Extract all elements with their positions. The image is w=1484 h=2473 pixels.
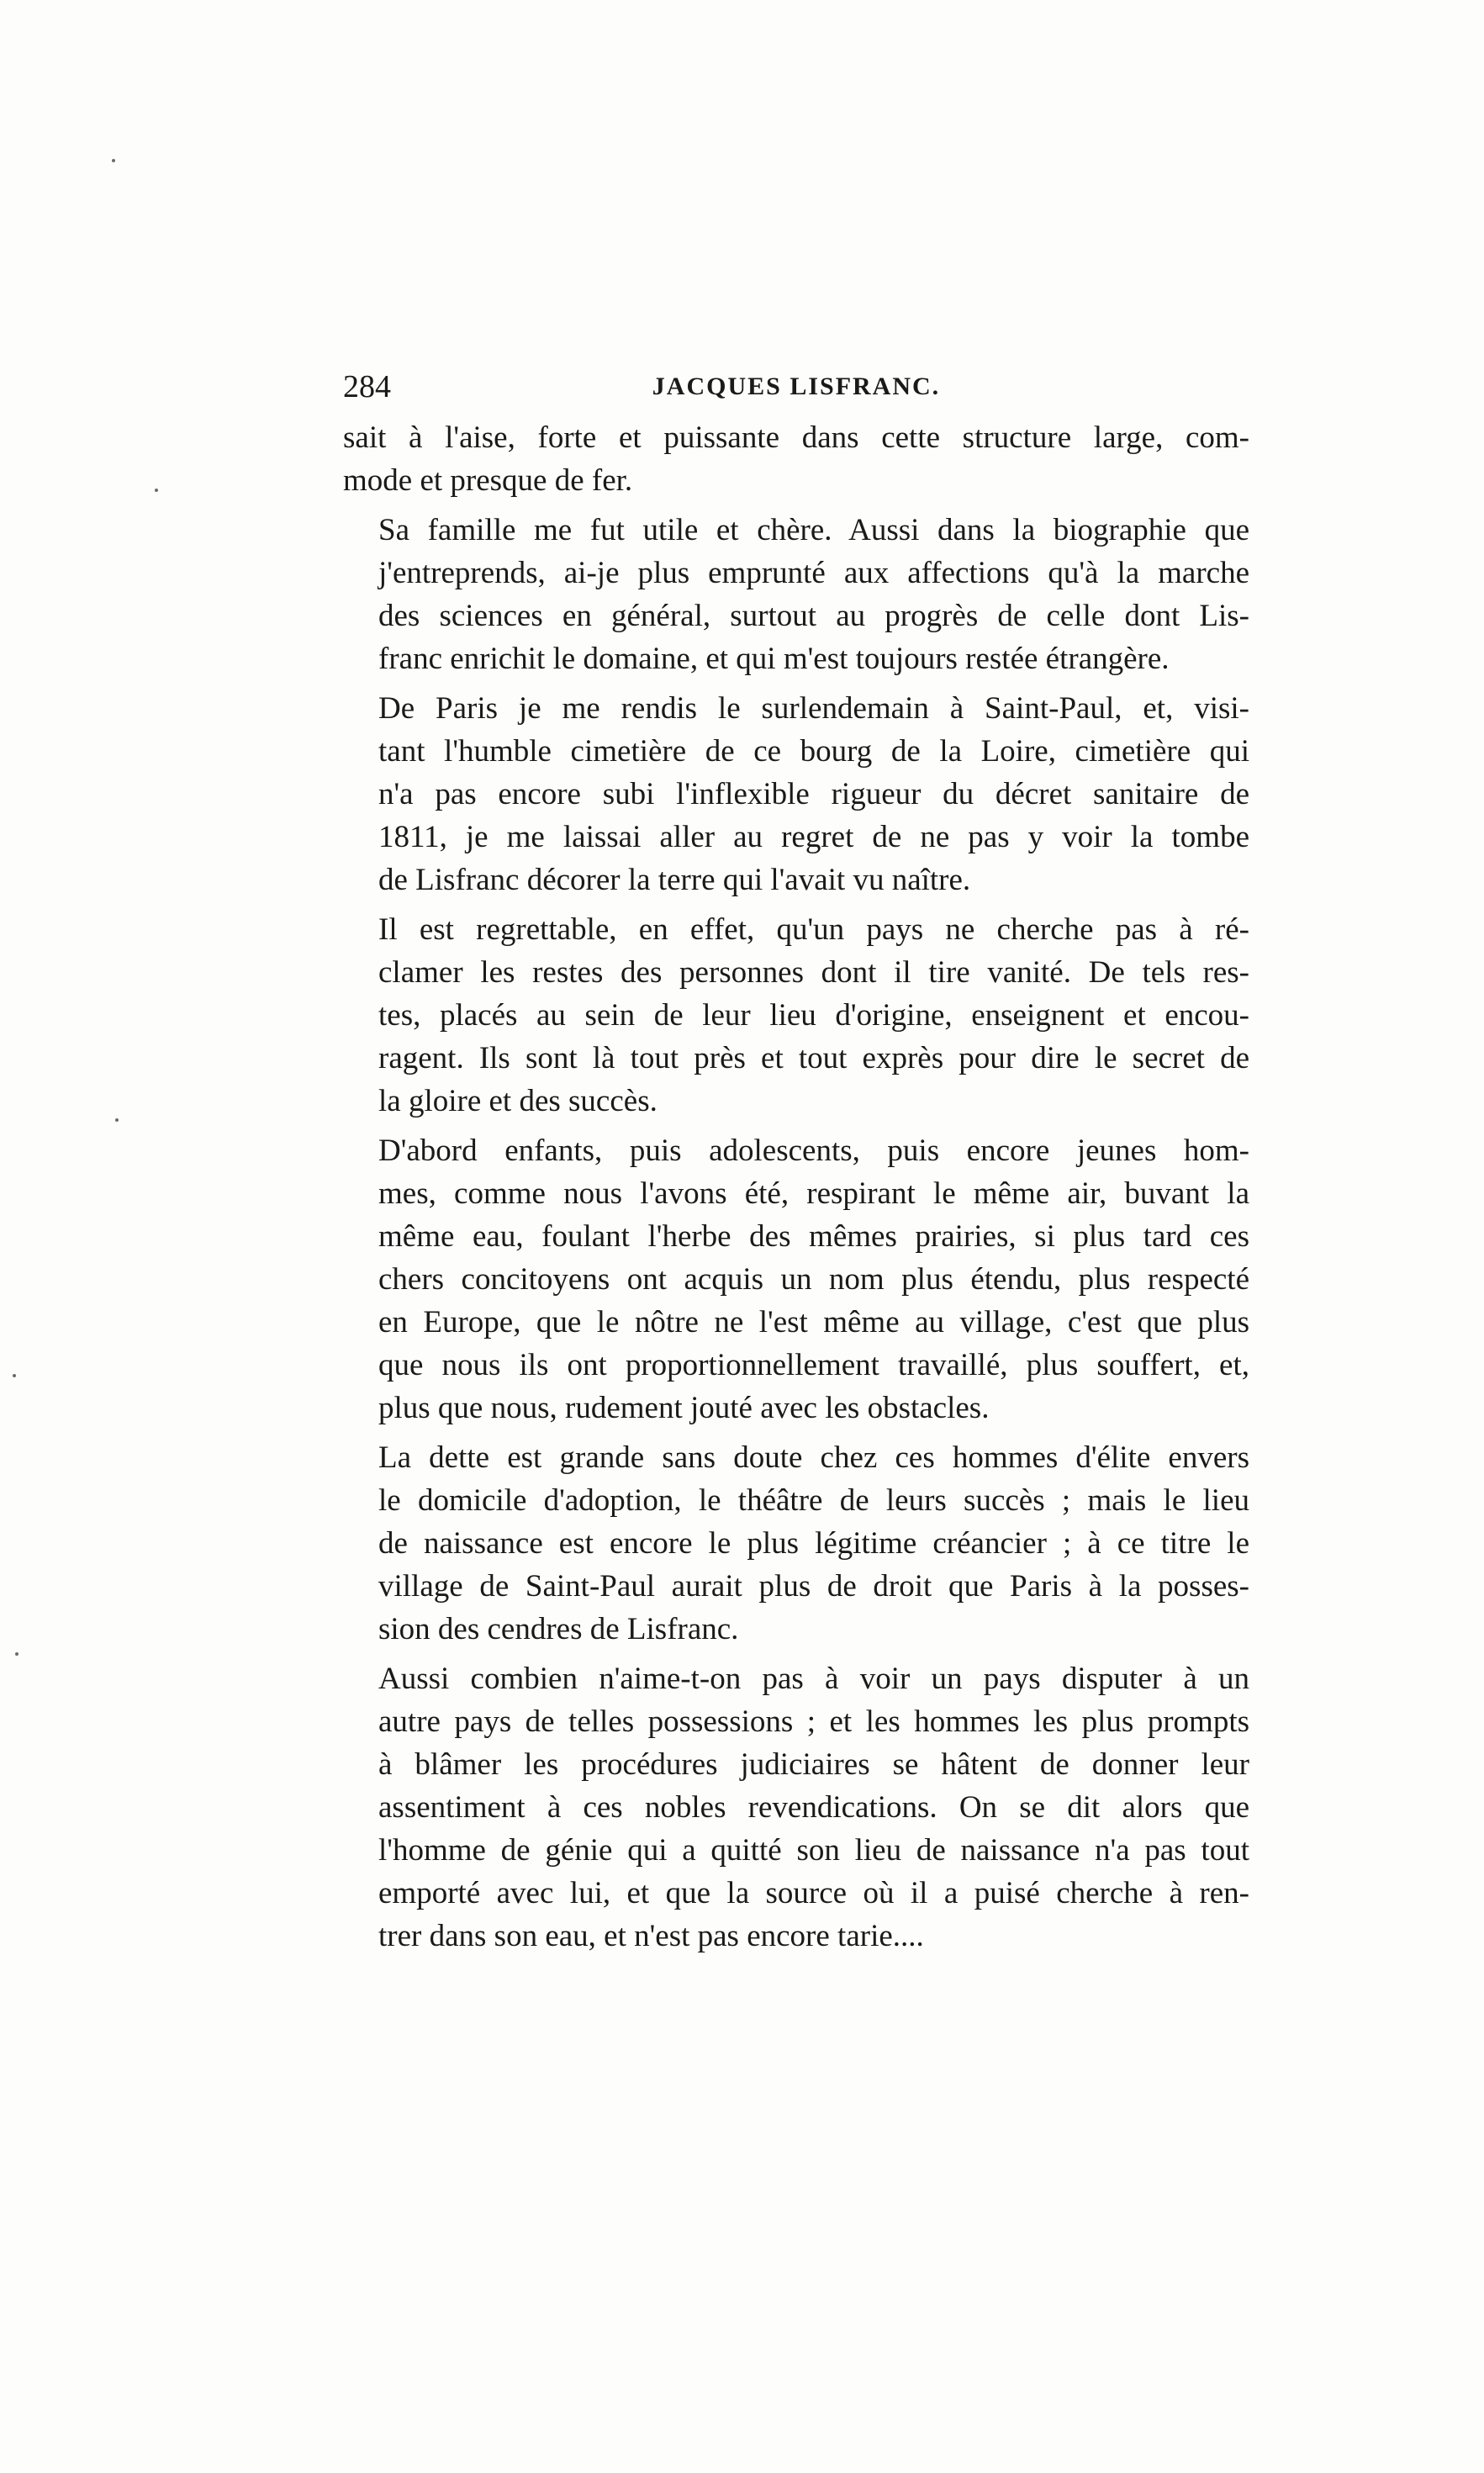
paper-speck — [112, 159, 115, 162]
text-line: de Lisfranc décorer la terre qui l'avait vu naître. — [378, 863, 971, 897]
text-line: même eau, foulant l'herbe des mêmes prairies, si plus tard ces — [378, 1219, 1249, 1254]
body-text — [343, 416, 1249, 1964]
text-line: De Paris je me rendis le surlendemain à Saint-Paul, et, visi- — [378, 691, 1249, 726]
paper-speck — [15, 1652, 18, 1656]
paper-speck — [155, 489, 158, 492]
text-line: 1811, je me laissai aller au regret de ne pas y voir la tombe — [378, 820, 1249, 854]
text-line: sait à l'aise, forte et puissante dans cette structure large, com- — [343, 420, 1249, 455]
paper-speck — [13, 1374, 16, 1377]
text-line: de naissance est encore le plus légitime créancier ; à ce titre le — [378, 1526, 1249, 1561]
text-line: franc enrichit le domaine, et qui m'est toujours restée étrangère. — [378, 642, 1170, 676]
text-line: la gloire et des succès. — [378, 1084, 658, 1118]
text-line: assentiment à ces nobles revendications. On se dit alors que — [378, 1790, 1249, 1825]
text-line: D'abord enfants, puis adolescents, puis encore jeunes hom- — [378, 1133, 1249, 1168]
paragraph — [343, 416, 1249, 502]
text-line: que nous ils ont proportionnellement travaillé, plus souffert, et, — [378, 1348, 1249, 1382]
text-line: emporté avec lui, et que la source où il a puisé cherche à ren- — [378, 1876, 1249, 1910]
text-line: tes, placés au sein de leur lieu d'origine, enseignent et encou- — [378, 998, 1249, 1033]
text-line: mode et presque de fer. — [343, 463, 633, 498]
running-title: JACQUES LISFRANC. — [652, 373, 941, 400]
text-line: chers concitoyens ont acquis un nom plus étendu, plus respecté — [378, 1262, 1249, 1297]
paragraph — [343, 1129, 1249, 1429]
text-line: Aussi combien n'aime-t-on pas à voir un pays disputer à un — [378, 1662, 1249, 1696]
text-line: clamer les restes des personnes dont il tire vanité. De tels res- — [378, 955, 1249, 990]
text-line: plus que nous, rudement jouté avec les obstacles. — [378, 1391, 990, 1425]
paragraph — [343, 687, 1249, 901]
text-line: n'a pas encore subi l'inflexible rigueur du décret sanitaire de — [378, 777, 1249, 811]
text-line: trer dans son eau, et n'est pas encore tarie.... — [378, 1919, 924, 1953]
page-header — [343, 362, 1249, 412]
text-line: La dette est grande sans doute chez ces hommes d'élite envers — [378, 1440, 1249, 1475]
paragraph — [343, 1436, 1249, 1651]
paper-speck — [115, 1118, 119, 1122]
text-line: mes, comme nous l'avons été, respirant le même air, buvant la — [378, 1176, 1249, 1211]
text-line: des sciences en général, surtout au progrès de celle dont Lis- — [378, 599, 1249, 633]
text-line: l'homme de génie qui a quitté son lieu de naissance n'a pas tout — [378, 1833, 1249, 1868]
text-line: en Europe, que le nôtre ne l'est même au village, c'est que plus — [378, 1305, 1249, 1340]
page-number: 284 — [343, 369, 391, 404]
text-line: village de Saint-Paul aurait plus de droit que Paris à la posses- — [378, 1569, 1249, 1604]
text-line: le domicile d'adoption, le théâtre de leurs succès ; mais le lieu — [378, 1483, 1249, 1518]
text-line: tant l'humble cimetière de ce bourg de la Loire, cimetière qui — [378, 734, 1249, 769]
text-line: ragent. Ils sont là tout près et tout exprès pour dire le secret de — [378, 1041, 1249, 1075]
text-line: sion des cendres de Lisfranc. — [378, 1612, 739, 1646]
text-line: Il est regrettable, en effet, qu'un pays ne cherche pas à ré- — [378, 912, 1249, 947]
text-line: autre pays de telles possessions ; et les hommes les plus prompts — [378, 1704, 1249, 1739]
paragraph — [343, 1657, 1249, 1958]
paragraph — [343, 908, 1249, 1123]
text-line: Sa famille me fut utile et chère. Aussi dans la biographie que — [378, 513, 1249, 547]
text-line: j'entreprends, ai-je plus emprunté aux affections qu'à la marche — [378, 556, 1249, 590]
text-line: à blâmer les procédures judiciaires se hâtent de donner leur — [378, 1747, 1249, 1782]
paragraph — [343, 509, 1249, 680]
